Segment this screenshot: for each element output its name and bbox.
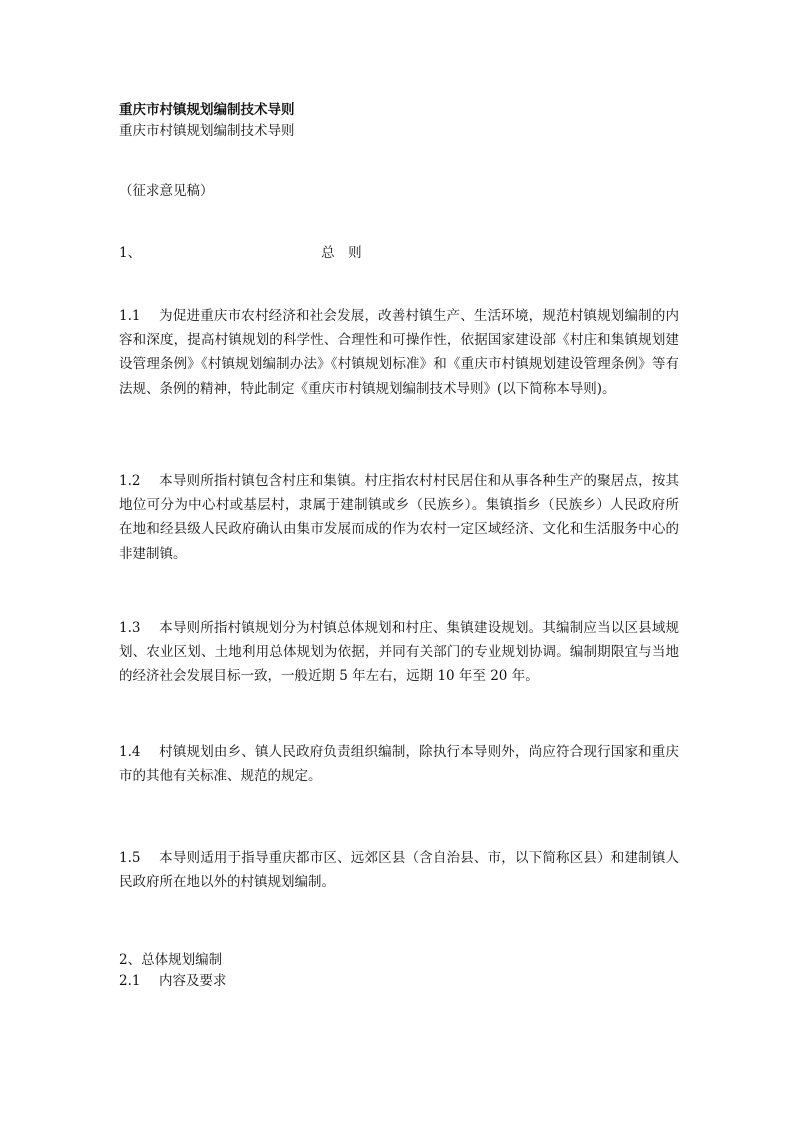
section-text: 本导则所指村镇包含村庄和集镇。村庄指农村村民居住和从事各种生产的聚居点，按其地位可分为中心村或基层村，隶属于建制镇或乡（民族乡）。集镇指乡（民族乡）人民政府所在地和经县级人民政府确认由集市发展而成的作为农村一定区域经济、文化和生活服务中心的非建制镇。 (119, 473, 679, 562)
section-number: 1.5 (119, 850, 141, 866)
section-text: 本导则适用于指导重庆都市区、远郊区县（含自治县、市，以下简称区县）和建制镇人民政府所在地以外的村镇规划编制。 (119, 850, 679, 891)
section-1-3 (119, 616, 679, 689)
chapter-1-title: 总 则 (321, 245, 362, 261)
section-1-4 (119, 740, 679, 788)
document-subtitle: 重庆市村镇规划编制技术导则 (119, 123, 295, 139)
draft-note: （征求意见稿） (119, 183, 214, 199)
section-text: 为促进重庆市农村经济和社会发展，改善村镇生产、生活环境，规范村镇规划编制的内容和深度，提高村镇规划的科学性、合理性和可操作性，依据国家建设部《村庄和集镇规划建设管理条例》《村镇规划编制办法》《村镇规划标准》和《重庆市村镇规划建设管理条例》等有法规、条例的精神，特此制定《重庆市村镇规划编制技术导则》(以下简称本导则)。 (119, 308, 679, 397)
chapter-1-number: 1、 (119, 245, 142, 261)
document-title: 重庆市村镇规划编制技术导则 (119, 102, 295, 118)
section-1-1 (119, 304, 679, 401)
section-1-2 (119, 469, 679, 566)
section-text: 村镇规划由乡、镇人民政府负责组织编制，除执行本导则外，尚应符合现行国家和重庆市的其他有关标准、规范的规定。 (119, 744, 679, 785)
chapter-2-heading: 2、总体规划编制 (119, 952, 223, 968)
subsection-title: 内容及要求 (159, 973, 227, 989)
section-number: 1.1 (119, 308, 141, 324)
section-number: 1.4 (119, 744, 141, 760)
section-number: 1.2 (119, 473, 141, 489)
subsection-2-1 (119, 970, 679, 992)
section-text: 本导则所指村镇规划分为村镇总体规划和村庄、集镇建设规划。其编制应当以区县域规划、农业区划、土地利用总体规划为依据，并同有关部门的专业规划协调。编制期限宜与当地的经济社会发展目标一致，一般近期 5 年左右，远期 10 年至 20 年。 (119, 620, 679, 685)
section-number: 1.3 (119, 620, 141, 636)
section-1-5 (119, 846, 679, 894)
chapter-1-heading (119, 242, 679, 264)
subsection-number: 2.1 (119, 973, 141, 989)
